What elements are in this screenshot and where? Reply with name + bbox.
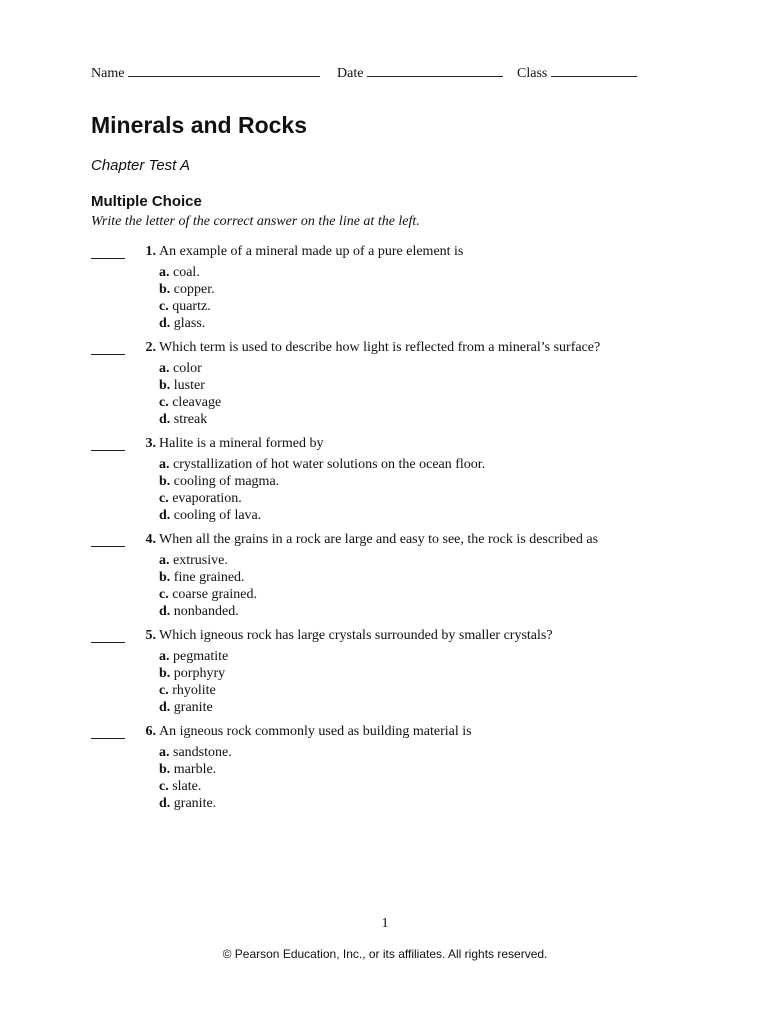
copyright-notice: © Pearson Education, Inc., or its affiliates. All rights reserved. bbox=[222, 947, 548, 961]
option-letter: b. bbox=[159, 474, 171, 489]
option-letter: d. bbox=[159, 796, 171, 811]
question-number: 4. bbox=[145, 532, 156, 547]
option-letter: d. bbox=[159, 508, 171, 523]
question-text: When all the grains in a rock are large and easy to see, the rock is described as bbox=[159, 532, 599, 547]
answer-options bbox=[159, 264, 215, 332]
option-b bbox=[159, 473, 485, 490]
option-b bbox=[159, 761, 232, 778]
class-label: Class bbox=[517, 66, 548, 81]
option-letter: c. bbox=[159, 395, 169, 410]
option-letter: d. bbox=[159, 316, 171, 331]
class-field bbox=[517, 62, 637, 82]
option-text: granite bbox=[173, 700, 213, 715]
option-letter: a. bbox=[159, 649, 170, 664]
option-text: cleavage bbox=[172, 395, 222, 410]
option-b bbox=[159, 569, 257, 586]
option-c bbox=[159, 298, 215, 315]
question-number: 1. bbox=[145, 244, 156, 259]
name-field bbox=[91, 62, 320, 82]
date-field bbox=[337, 62, 503, 82]
question-2 bbox=[91, 340, 691, 436]
option-letter: b. bbox=[159, 666, 171, 681]
answer-options bbox=[159, 456, 485, 524]
option-a bbox=[159, 456, 485, 473]
answer-options bbox=[159, 552, 257, 620]
question-text: An example of a mineral made up of a pure element is bbox=[159, 244, 464, 259]
option-letter: a. bbox=[159, 457, 170, 472]
option-text: slate. bbox=[172, 779, 202, 794]
option-text: nonbanded. bbox=[173, 604, 239, 619]
answer-blank[interactable] bbox=[91, 642, 125, 643]
header-fields bbox=[91, 62, 651, 82]
option-letter: c. bbox=[159, 587, 169, 602]
answer-blank[interactable] bbox=[91, 354, 125, 355]
option-letter: a. bbox=[159, 361, 170, 376]
question-4 bbox=[91, 532, 691, 628]
page-number: 1 bbox=[381, 916, 389, 931]
option-c bbox=[159, 586, 257, 603]
option-letter: a. bbox=[159, 745, 170, 760]
option-text: coarse grained. bbox=[172, 587, 257, 602]
option-d bbox=[159, 315, 215, 332]
option-d bbox=[159, 603, 257, 620]
answer-blank[interactable] bbox=[91, 738, 125, 739]
option-letter: d. bbox=[159, 604, 171, 619]
option-text: pegmatite bbox=[173, 649, 229, 664]
question-1 bbox=[91, 244, 691, 340]
question-text: Which igneous rock has large crystals surrounded by smaller crystals? bbox=[159, 628, 553, 643]
answer-options bbox=[159, 744, 232, 812]
answer-blank[interactable] bbox=[91, 258, 125, 259]
option-text: rhyolite bbox=[172, 683, 216, 698]
question-text: Which term is used to describe how light is reflected from a mineral’s surface? bbox=[159, 340, 601, 355]
option-text: evaporation. bbox=[172, 491, 242, 506]
answer-options bbox=[159, 360, 221, 428]
option-letter: c. bbox=[159, 299, 169, 314]
option-d bbox=[159, 411, 221, 428]
option-letter: b. bbox=[159, 762, 171, 777]
option-text: glass. bbox=[173, 316, 206, 331]
option-a bbox=[159, 744, 232, 761]
answer-blank[interactable] bbox=[91, 546, 125, 547]
option-text: color bbox=[173, 361, 202, 376]
option-text: cooling of magma. bbox=[173, 474, 280, 489]
option-text: luster bbox=[173, 378, 205, 393]
question-number: 5. bbox=[145, 628, 156, 643]
option-a bbox=[159, 264, 215, 281]
option-letter: c. bbox=[159, 491, 169, 506]
option-text: extrusive. bbox=[173, 553, 228, 568]
question-number: 6. bbox=[145, 724, 156, 739]
option-a bbox=[159, 360, 221, 377]
class-input-line[interactable] bbox=[551, 62, 637, 77]
option-letter: b. bbox=[159, 570, 171, 585]
option-d bbox=[159, 795, 232, 812]
option-letter: c. bbox=[159, 683, 169, 698]
option-text: quartz. bbox=[172, 299, 211, 314]
question-5 bbox=[91, 628, 691, 724]
option-text: cooling of lava. bbox=[173, 508, 262, 523]
name-input-line[interactable] bbox=[128, 62, 320, 77]
date-label: Date bbox=[337, 66, 364, 81]
option-letter: a. bbox=[159, 265, 170, 280]
option-b bbox=[159, 377, 221, 394]
question-text: Halite is a mineral formed by bbox=[159, 436, 324, 451]
option-text: sandstone. bbox=[173, 745, 232, 760]
option-a bbox=[159, 552, 257, 569]
section-heading: Multiple Choice bbox=[91, 193, 202, 210]
option-letter: b. bbox=[159, 282, 171, 297]
option-d bbox=[159, 699, 228, 716]
option-c bbox=[159, 490, 485, 507]
question-number: 3. bbox=[145, 436, 156, 451]
option-text: marble. bbox=[173, 762, 217, 777]
option-text: fine grained. bbox=[173, 570, 245, 585]
option-b bbox=[159, 281, 215, 298]
option-letter: d. bbox=[159, 700, 171, 715]
option-c bbox=[159, 394, 221, 411]
name-label: Name bbox=[91, 66, 125, 81]
option-text: crystallization of hot water solutions on the ocean floor. bbox=[173, 457, 486, 472]
option-letter: a. bbox=[159, 553, 170, 568]
answer-options bbox=[159, 648, 228, 716]
question-list bbox=[91, 244, 691, 820]
option-a bbox=[159, 648, 228, 665]
page-title: Minerals and Rocks bbox=[91, 112, 308, 138]
option-c bbox=[159, 682, 228, 699]
option-text: porphyry bbox=[173, 666, 226, 681]
option-text: coal. bbox=[173, 265, 200, 280]
option-letter: d. bbox=[159, 412, 171, 427]
option-text: streak bbox=[173, 412, 208, 427]
option-b bbox=[159, 665, 228, 682]
instructions: Write the letter of the correct answer on the line at the left. bbox=[91, 214, 420, 229]
question-6 bbox=[91, 724, 691, 820]
question-3 bbox=[91, 436, 691, 532]
option-d bbox=[159, 507, 485, 524]
question-text: An igneous rock commonly used as building material is bbox=[159, 724, 472, 739]
option-letter: c. bbox=[159, 779, 169, 794]
answer-blank[interactable] bbox=[91, 450, 125, 451]
option-text: copper. bbox=[173, 282, 215, 297]
option-text: granite. bbox=[173, 796, 217, 811]
question-number: 2. bbox=[145, 340, 156, 355]
option-letter: b. bbox=[159, 378, 171, 393]
option-c bbox=[159, 778, 232, 795]
date-input-line[interactable] bbox=[367, 62, 503, 77]
chapter-subtitle: Chapter Test A bbox=[91, 157, 190, 174]
